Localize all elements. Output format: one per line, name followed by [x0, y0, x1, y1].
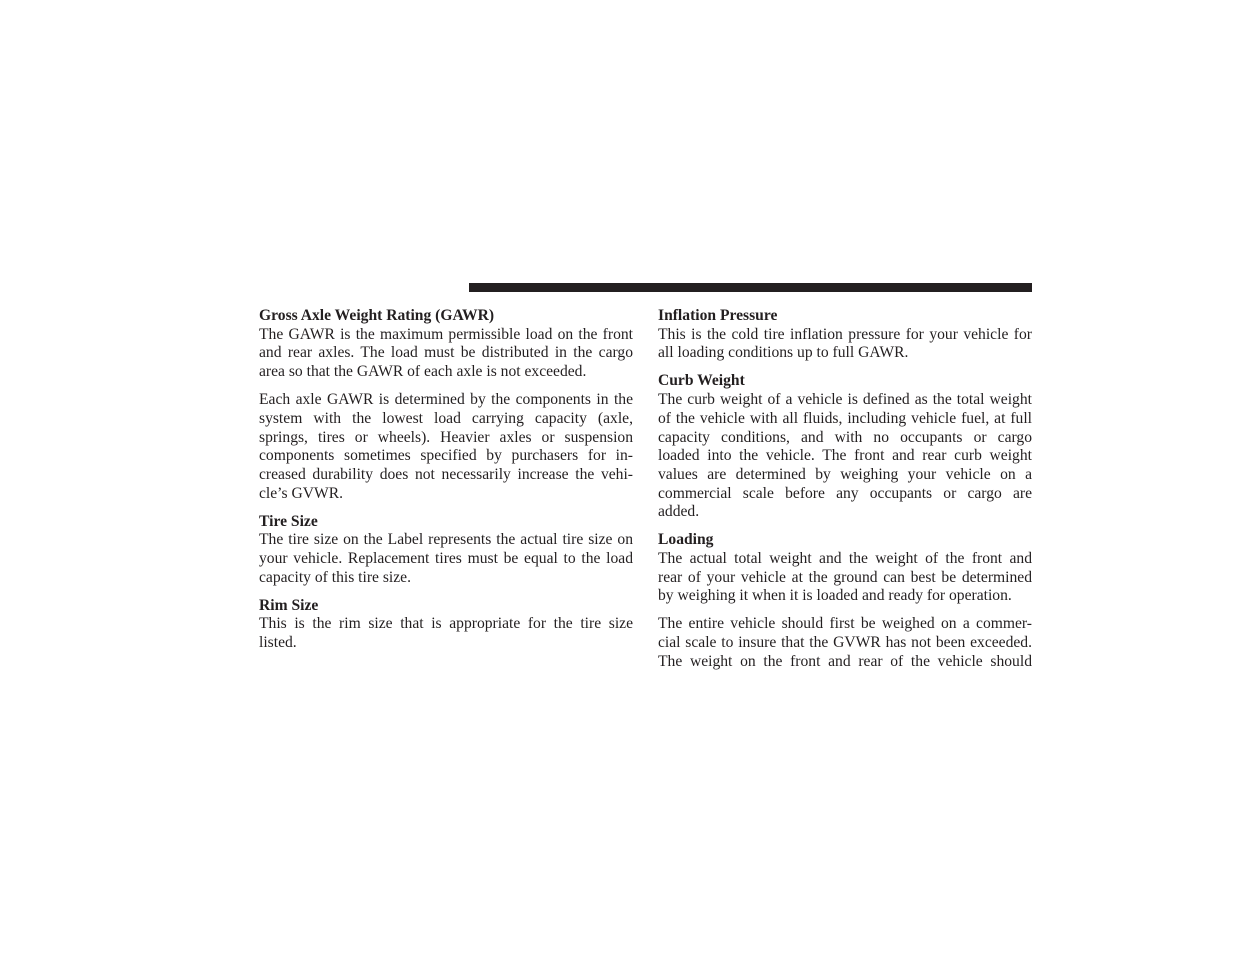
- text-line: The entire vehicle should first be weighed on a commer-: [658, 615, 1032, 633]
- section: [658, 531, 1032, 671]
- section-heading: Inflation Pressure: [658, 307, 778, 324]
- text-line: creased durability does not necessarily increase the vehi-: [259, 465, 633, 483]
- right-column: [658, 307, 1032, 681]
- paragraph: [658, 615, 1032, 671]
- paragraph: [658, 326, 1032, 363]
- text-line: This is the rim size that is appropriate for the tire size: [259, 615, 633, 633]
- section-heading: Rim Size: [259, 596, 319, 614]
- section: [259, 307, 633, 503]
- text-line: springs, tires or wheels). Heavier axles or suspension: [259, 428, 633, 446]
- text-line: loaded into the vehicle. The front and rear curb weight: [658, 447, 1032, 465]
- text-line: listed.: [259, 634, 297, 652]
- text-line: commercial scale before any occupants or cargo are: [658, 484, 1032, 502]
- text-line: cial scale to insure that the GVWR has not been exceeded.: [658, 634, 1032, 652]
- text-line: capacity conditions, and with no occupants or cargo: [658, 428, 1032, 446]
- paragraph: [658, 391, 1032, 522]
- text-line: The weight on the front and rear of the vehicle should: [658, 652, 1032, 670]
- text-line: system with the lowest load carrying capacity (axle,: [259, 409, 633, 427]
- text-line: The GAWR is the maximum permissible load on the front: [259, 325, 633, 343]
- text-line: The tire size on the Label represents the actual tire size on: [259, 531, 633, 549]
- section-header-bar: [469, 283, 1032, 292]
- text-line: cle’s GVWR.: [259, 484, 344, 502]
- text-line: Each axle GAWR is determined by the components in the: [259, 391, 633, 409]
- text-line: of the vehicle with all fluids, including vehicle fuel, at full: [658, 409, 1032, 427]
- left-column: [259, 307, 633, 662]
- text-line: values are determined by weighing your vehicle on a: [658, 465, 1032, 483]
- text-line: all loading conditions up to full GAWR.: [658, 344, 909, 362]
- text-line: This is the cold tire inflation pressure for your vehicle for: [658, 325, 1032, 343]
- text-line: and rear axles. The load must be distributed in the cargo: [259, 344, 633, 362]
- paragraph: [259, 326, 633, 382]
- section-heading: Loading: [658, 531, 714, 549]
- section: [259, 597, 633, 653]
- section-heading: Curb Weight: [658, 372, 745, 390]
- text-line: your vehicle. Replacement tires must be equal to the load: [259, 550, 633, 568]
- paragraph: [259, 615, 633, 652]
- section: [259, 513, 633, 588]
- paragraph: [658, 550, 1032, 606]
- text-line: by weighing it when it is loaded and ready for operation.: [658, 587, 1012, 605]
- text-line: capacity of this tire size.: [259, 568, 411, 586]
- text-line: area so that the GAWR of each axle is not exceeded.: [259, 363, 587, 381]
- text-line: components sometimes specified by purchasers for in-: [259, 447, 633, 465]
- text-line: The curb weight of a vehicle is defined as the total weight: [658, 391, 1032, 409]
- section: [658, 372, 1032, 522]
- section: [658, 307, 1032, 363]
- text-line: added.: [658, 503, 700, 521]
- section-heading: Gross Axle Weight Rating (GAWR): [259, 307, 495, 324]
- text-line: rear of your vehicle at the ground can best be determined: [658, 568, 1032, 586]
- paragraph: [259, 391, 633, 503]
- paragraph: [259, 531, 633, 587]
- text-line: The actual total weight and the weight of the front and: [658, 550, 1032, 568]
- section-heading: Tire Size: [259, 512, 318, 530]
